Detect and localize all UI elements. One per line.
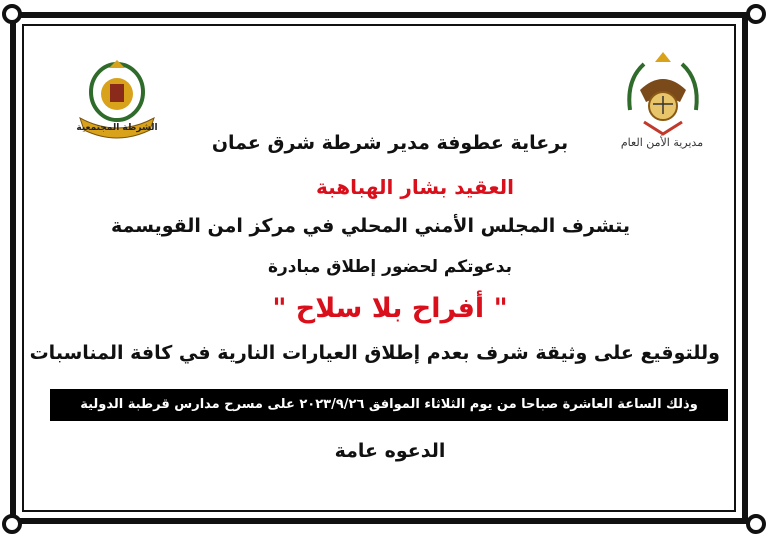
invitation-line: بدعوتكم لحضور إطلاق مبادرة [267,257,512,277]
public-security-emblem-icon [620,50,706,146]
corner-ornament [2,4,22,24]
corner-ornament [746,514,766,534]
community-police-emblem-icon [70,58,164,142]
corner-ornament [2,514,22,534]
initiative-title: " أفراح بلا سلاح " [272,293,508,324]
corner-ornament [746,4,766,24]
left-logo-text: الشرطة المجتمعية [76,123,158,133]
patronage-line: برعاية عطوفة مدير شرطة شرق عمان [211,132,569,154]
signing-line: وللتوقيع على وثيقة شرف بعدم إطلاق العيارات النارية في كافة المناسبات [29,342,720,364]
honoree-name: العقيد بشار الهباهبة [316,175,514,199]
right-logo-caption: مديرية الأمن العام [620,136,704,149]
host-line: يتشرف المجلس الأمني المحلي في مركز امن القويسمة [110,215,630,237]
public-invitation-line: الدعوه عامة [334,440,446,462]
event-details-band: وذلك الساعة العاشرة صباحا من يوم الثلاثاء الموافق ٢٠٢٣/٩/٢٦ على مسرح مدارس قرطبة الدولية [50,389,728,421]
